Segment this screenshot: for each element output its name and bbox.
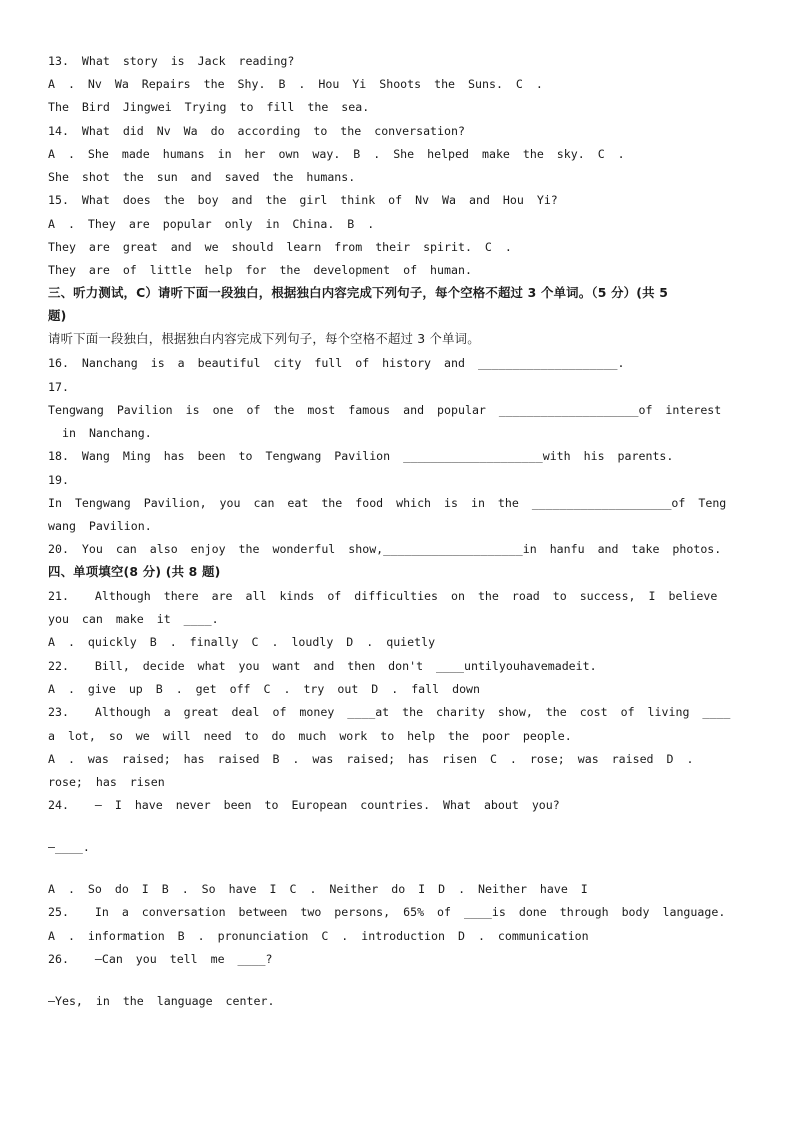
q26-answer: —Yes, in the language center. — [48, 994, 275, 1008]
q23-options-line2: rose; has risen — [48, 775, 165, 789]
q19-number: 19. — [48, 473, 69, 487]
section-3-heading: 三、听力测试，C）请听下面一段独白，根据独白内容完成下列句子，每个空格不超过 3 个单词。（5 分）(共 5 — [48, 285, 669, 300]
q15-options-line2: They are great and we should learn from their spirit. C . — [48, 240, 512, 254]
q25-question: 25. In a conversation between two persons, 65% of ____is done through body language. — [48, 905, 726, 919]
q24-question: 24. — I have never been to European countries. What about you? — [48, 798, 560, 812]
q23-question-cont: a lot, so we will need to do much work to help the poor people. — [48, 729, 572, 743]
q18-sentence: 18. Wang Ming has been to Tengwang Pavilion ____________________with his parents. — [48, 449, 674, 463]
q21-question: 21. Although there are all kinds of difficulties on the road to success, I believe — [48, 589, 718, 603]
section-3-heading-cont: 题) — [48, 308, 67, 323]
q14-options-line2: She shot the sun and saved the humans. — [48, 170, 356, 184]
section-4-heading: 四、单项填空(8 分) (共 8 题) — [48, 564, 221, 579]
q13-question: 13. What story is Jack reading? — [48, 54, 295, 68]
q17-number: 17. — [48, 380, 69, 394]
q15-options-line1: A . They are popular only in China. B . — [48, 217, 375, 231]
q19-sentence-cont: wang Pavilion. — [48, 519, 152, 533]
q21-question-cont: you can make it ____. — [48, 612, 219, 626]
q13-options-line2: The Bird Jingwei Trying to fill the sea. — [48, 100, 370, 114]
q15-options-line3: They are of little help for the development of human. — [48, 263, 472, 277]
q21-options: A . quickly B . finally C . loudly D . quietly — [48, 635, 436, 649]
q23-options-line1: A . was raised; has raised B . was raised; has risen C . rose; was raised D . — [48, 752, 694, 766]
q22-question: 22. Bill, decide what you want and then don't ____untilyouhavemadeit. — [48, 659, 597, 673]
q17-sentence-cont: in Nanchang. — [62, 426, 152, 440]
q22-options: A . give up B . get off C . try out D . fall down — [48, 682, 481, 696]
q17-sentence: Tengwang Pavilion is one of the most famous and popular ____________________of interest — [48, 403, 722, 417]
q26-question: 26. —Can you tell me ____? — [48, 952, 273, 966]
q19-sentence: In Tengwang Pavilion, you can eat the food which is in the ____________________of Teng — [48, 496, 727, 510]
q14-options-line1: A . She made humans in her own way. B . She helped make the sky. C . — [48, 147, 625, 161]
q25-options: A . information B . pronunciation C . introduction D . communication — [48, 929, 589, 943]
q14-question: 14. What did Nv Wa do according to the conversation? — [48, 124, 465, 138]
q24-answer-blank: —____. — [48, 840, 90, 854]
section-3-instruction: 请听下面一段独白，根据独白内容完成下列句子，每个空格不超过 3 个单词。 — [48, 331, 480, 346]
q13-options-line1: A . Nv Wa Repairs the Shy. B . Hou Yi Shoots the Suns. C . — [48, 77, 543, 91]
q16-sentence: 16. Nanchang is a beautiful city full of history and ____________________. — [48, 356, 625, 370]
q24-options: A . So do I B . So have I C . Neither do I D . Neither have I — [48, 882, 588, 896]
q23-question: 23. Although a great deal of money ____at the charity show, the cost of living ____ — [48, 705, 731, 719]
q15-question: 15. What does the boy and the girl think of Nv Wa and Hou Yi? — [48, 193, 558, 207]
q20-sentence: 20. You can also enjoy the wonderful show,____________________in hanfu and take photos. — [48, 542, 722, 556]
